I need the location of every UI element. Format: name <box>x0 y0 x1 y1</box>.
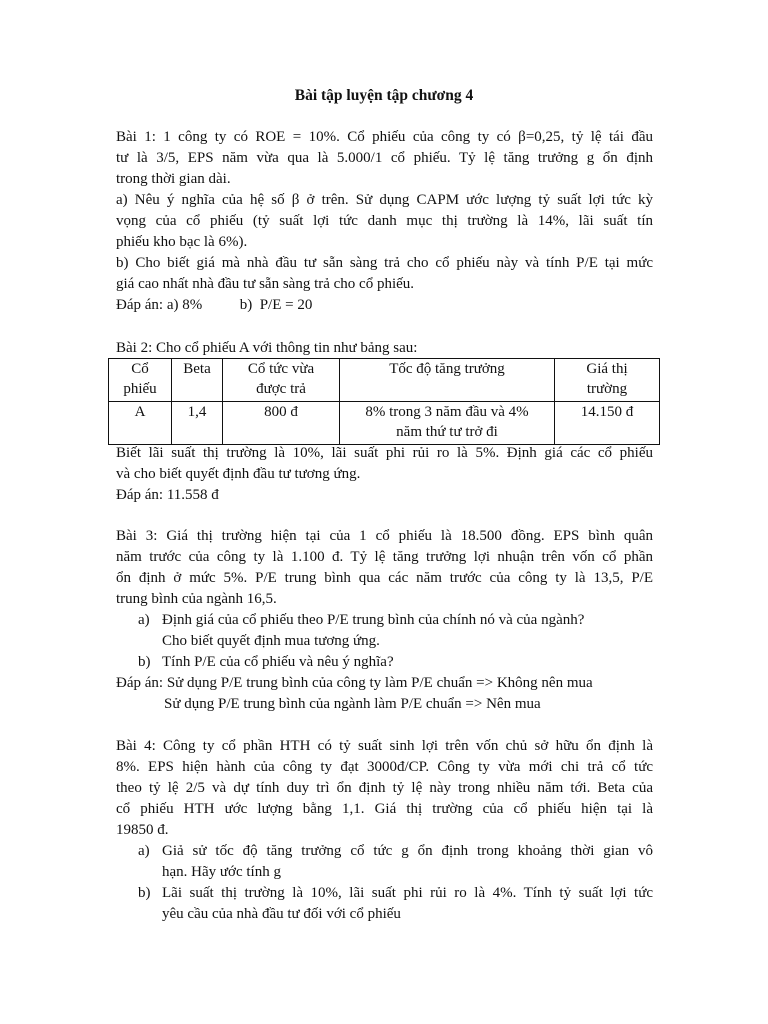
exercise-1-question-b: b) Cho biết giá mà nhà đầu tư sẵn sàng trả cho cổ phiếu này và tính P/E tại mức <box>116 255 653 271</box>
exercise-4-question-b: b) Lãi suất thị trường là 10%, lãi suất phi rủi ro là 4%. Tính tỷ suất lợi tức yêu cầu của nhà đầu tư đối với cổ phiếu <box>138 885 653 922</box>
header-cell-stock: Cổ phiếu <box>109 359 172 402</box>
exercise-1-question-a: a) Nêu ý nghĩa của hệ số β ở trên. Sử dụng CAPM ước lượng tỷ suất lợi tức kỳ <box>116 192 653 208</box>
list-label: a) <box>138 612 150 628</box>
header-cell-growth: Tốc độ tăng trưởng <box>340 359 555 402</box>
exercise-2-intro <box>116 338 653 359</box>
exercise-2-line: Biết lãi suất thị trường là 10%, lãi suất phi rủi ro là 5%. Định giá các cổ phiếu <box>116 445 653 461</box>
exercise-1-question-a: vọng của cổ phiếu (tỷ suất lợi tức danh mục thị trường là 14%, lãi suất tín <box>116 213 653 229</box>
exercise-3 <box>116 526 653 715</box>
exercise-1-line: Bài 1: 1 công ty có ROE = 10%. Cổ phiếu của công ty có β=0,25, tỷ lệ tái đầu <box>116 129 653 145</box>
exercise-4-line: 8%. EPS hiện hành của công ty đạt 3000đ/CP. Công ty vừa mới chi trả cổ tức <box>116 759 653 775</box>
cell-dividend: 800 đ <box>223 402 340 445</box>
cell-beta: 1,4 <box>172 402 223 445</box>
exercise-4-question-a: a) Giả sử tốc độ tăng trưởng cổ tức g ổn định trong khoảng thời gian vô hạn. Hãy ước tính g <box>138 843 653 880</box>
header-cell-dividend: Cổ tức vừa được trả <box>223 359 340 402</box>
exercise-3-question-a: a) Định giá của cổ phiếu theo P/E trung bình của chính nó và của ngành? Cho biết quyết định mua tương ứng. <box>138 612 585 649</box>
cell-growth: 8% trong 3 năm đầu và 4% năm thứ tư trở đi <box>340 402 555 445</box>
exercise-3-line: Bài 3: Giá thị trường hiện tại của 1 cổ phiếu là 18.500 đồng. EPS bình quân <box>116 528 653 544</box>
exercise-1 <box>116 127 653 316</box>
stock-info-table <box>108 358 660 445</box>
header-cell-price: Giá thị trường <box>555 359 660 402</box>
exercise-4-line: cổ phiếu HTH ước lượng bằng 1,1. Giá thị trường của cổ phiếu hiện tại là <box>116 801 653 817</box>
exercise-3-answer: Sử dụng P/E trung bình của ngành làm P/E chuẩn => Nên mua <box>164 696 541 712</box>
exercise-1-line: tư là 3/5, EPS năm vừa qua là 5.000/1 cổ phiếu. Tỷ lệ tăng trưởng g ổn định <box>116 150 653 166</box>
exercise-3-question-b: b) Tính P/E của cổ phiếu và nêu ý nghĩa? <box>116 652 653 673</box>
exercise-1-question-b: giá cao nhất nhà đầu tư sẵn sàng trả cho cổ phiếu. <box>116 276 415 292</box>
exercise-3-line: trung bình của ngành 16,5. <box>116 591 277 607</box>
exercise-1-question-a: phiếu kho bạc là 6%). <box>116 234 248 250</box>
exercise-2-intro-text: Bài 2: Cho cổ phiếu A với thông tin như bảng sau: <box>116 340 418 356</box>
exercise-3-line: ổn định ở mức 5%. P/E trung bình qua các năm trước của công ty là 13,5, P/E <box>116 570 653 586</box>
list-label: b) <box>138 885 151 901</box>
exercise-2 <box>116 443 653 506</box>
table-header-row <box>109 359 660 402</box>
exercise-2-answer: Đáp án: 11.558 đ <box>116 487 219 503</box>
exercise-1-line: trong thời gian dài. <box>116 171 231 187</box>
cell-price: 14.150 đ <box>555 402 660 445</box>
exercise-4-line: theo tỷ lệ 2/5 và dự tính duy trì ổn định tỷ lệ này trong nhiều năm tới. Beta của <box>116 780 653 796</box>
list-label: a) <box>138 843 150 859</box>
exercise-4-line: 19850 đ. <box>116 822 169 838</box>
exercise-2-line: và cho biết quyết định đầu tư tương ứng. <box>116 466 361 482</box>
exercise-4 <box>116 736 653 925</box>
exercise-3-answer: Đáp án: Sử dụng P/E trung bình của công ty làm P/E chuẩn => Không nên mua <box>116 675 593 691</box>
table-row <box>109 402 660 445</box>
list-label: b) <box>138 654 151 670</box>
header-cell-beta: Beta <box>172 359 223 402</box>
cell-stock: A <box>109 402 172 445</box>
exercise-4-line: Bài 4: Công ty cổ phần HTH có tỷ suất sinh lợi trên vốn chủ sở hữu ổn định là <box>116 738 653 754</box>
document-title: Bài tập luyện tập chương 4 <box>294 87 474 104</box>
exercise-3-line: năm trước của công ty là 1.100 đ. Tỷ lệ tăng trưởng lợi nhuận trên vốn cổ phần <box>116 549 653 565</box>
exercise-1-answer: Đáp án: a) 8% b) P/E = 20 <box>116 297 313 313</box>
